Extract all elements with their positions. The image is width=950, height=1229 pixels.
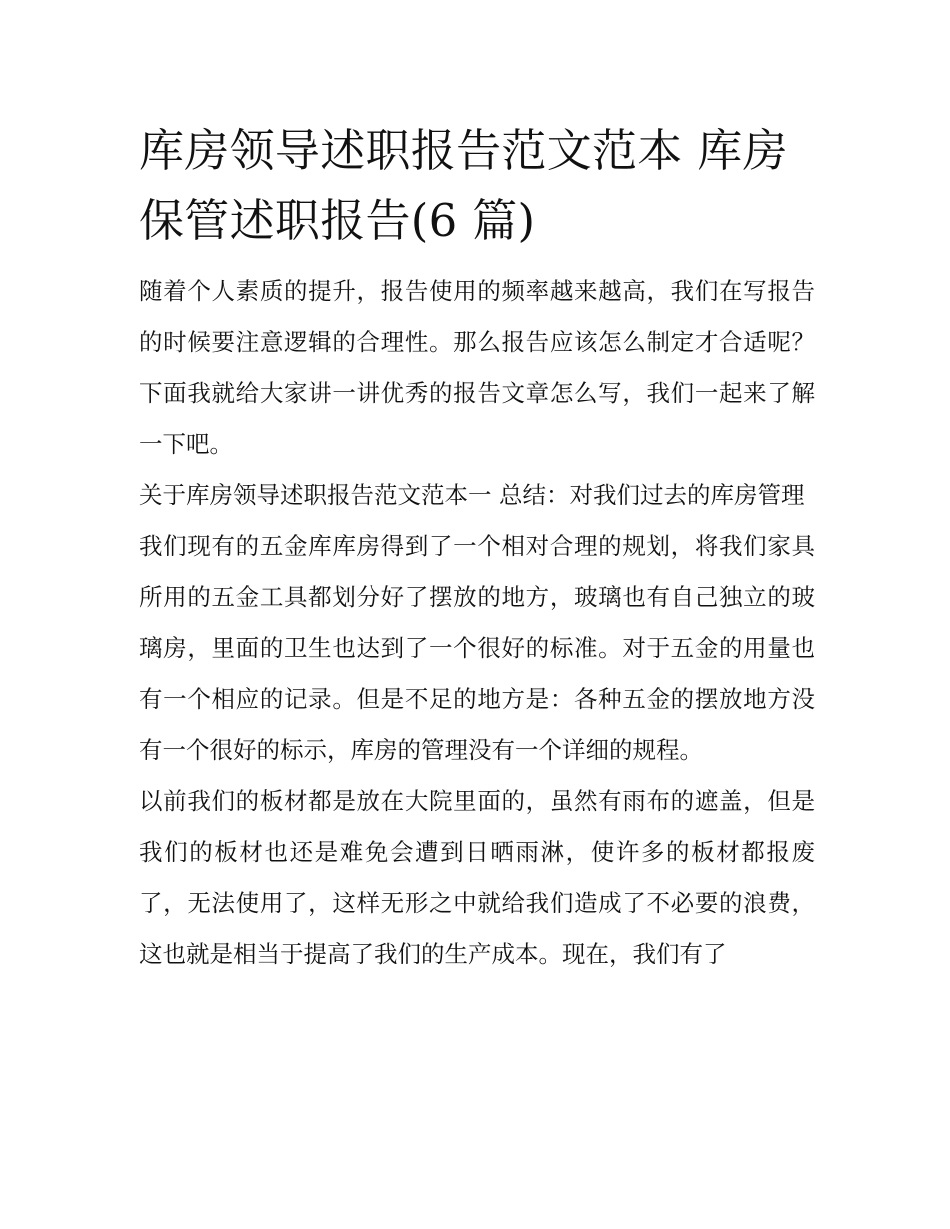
document-body — [139, 116, 815, 980]
paragraph-intro: 随着个人素质的提升，报告使用的频率越来越高，我们在写报告的时候要注意逻辑的合理性。那么报告应该怎么制定才合适呢？下面我就给大家讲一讲优秀的报告文章怎么写，我们一起来了解一下吧。 — [139, 277, 815, 458]
paragraph-board-storage: 以前我们的板材都是放在大院里面的，虽然有雨布的遮盖，但是我们的板材也还是难免会遭到日晒雨淋，使许多的板材都报废了，无法使用了，这样无形之中就给我们造成了不必要的浪费，这也就是相当于提高了我们的生产成本。现在，我们有了 — [139, 787, 815, 968]
paragraph-section-heading: 关于库房领导述职报告范文范本一 总结：对我们过去的库房管理 — [139, 481, 805, 509]
document-title: 库房领导述职报告范文范本 库房保管述职报告(6 篇) — [139, 124, 788, 247]
paragraph-hardware-storage: 我们现有的五金库库房得到了一个相对合理的规划，将我们家具所用的五金工具都划分好了摆放的地方，玻璃也有自己独立的玻璃房，里面的卫生也达到了一个很好的标准。对于五金的用量也有一个相应的记录。但是不足的地方是：各种五金的摆放地方没有一个很好的标示，库房的管理没有一个详细的规程。 — [139, 532, 815, 764]
